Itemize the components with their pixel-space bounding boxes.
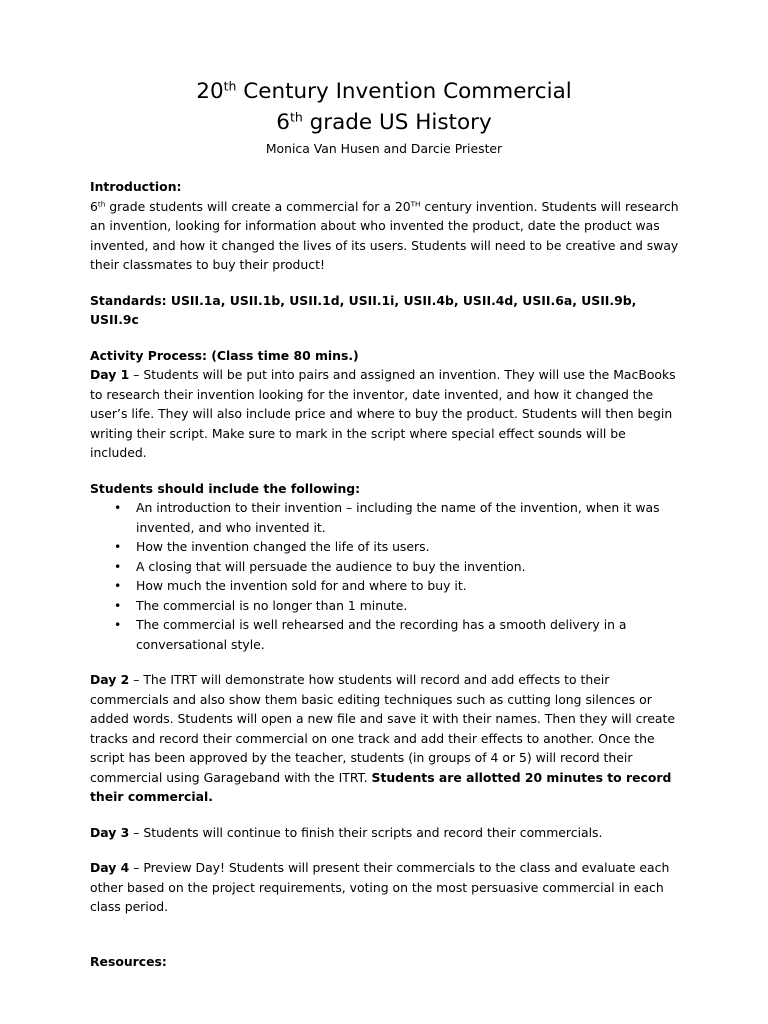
authors-line: Monica Van Husen and Darcie Priester <box>265 141 503 156</box>
day2-text: – The ITRT will demonstrate how students will record and add effects to their commercials and also show them basic editing techniques such as cutting long silences or added words. Students will open a new file and save it with their names. Then they will create tracks and record their commercial on one track and add their effects to another. Once the script has been approved by the teacher, students (in groups of 4 or 5) will record their commercial using Garageband with the ITRT. <box>90 672 675 785</box>
day1-paragraph <box>90 365 680 463</box>
day4-label: Day 4 <box>90 860 130 875</box>
spacer <box>90 654 680 670</box>
list-item-text: The commercial is well rehearsed and the recording has a smooth delivery in a conversational style. <box>136 617 627 652</box>
list-item-text: The commercial is no longer than 1 minute. <box>136 597 408 613</box>
spacer <box>90 330 680 346</box>
list-item <box>90 498 680 537</box>
resources-heading: Resources: <box>90 953 167 969</box>
activity-heading: Activity Process: (Class time 80 mins.) <box>90 347 359 363</box>
intro-grade-number: 6 <box>90 198 98 214</box>
title-line1-number: 20 <box>196 79 224 104</box>
bullet-icon: • <box>114 500 122 515</box>
intro-text-part2: century invention. Students will research an invention, looking for information about who invented the product, date the product was invented, and how it changed the lives of its users. Students will need to be creative and sway their classmates to buy their product! <box>90 198 679 272</box>
title-line1-superscript: th <box>223 78 237 94</box>
spacer <box>90 807 680 823</box>
title-line2-text: grade US History <box>302 110 492 135</box>
day4-paragraph <box>90 858 680 917</box>
list-item <box>90 596 680 616</box>
title-line1-text: Century Invention Commercial <box>236 79 572 104</box>
day3-text: – Students will continue to finish their scripts and record their commercials. <box>129 824 603 840</box>
bullet-icon: • <box>114 558 122 574</box>
bullet-icon: • <box>114 597 122 613</box>
document-subtitle <box>0 109 768 137</box>
day3-paragraph <box>90 823 680 843</box>
day2-bold-text: Students are allotted 20 minutes to record their commercial. <box>90 769 672 804</box>
bullet-icon: • <box>114 539 122 554</box>
document-body <box>90 177 680 971</box>
day1-label: Day 1 <box>90 367 130 382</box>
bullet-icon: • <box>114 617 122 632</box>
introduction-heading: Introduction: <box>90 179 182 194</box>
list-item <box>90 615 680 654</box>
spacer <box>90 917 680 952</box>
include-list <box>90 498 680 654</box>
intro-grade-superscript: th <box>97 199 106 209</box>
include-heading: Students should include the following: <box>90 480 361 496</box>
day4-text: – Preview Day! Students will present their commercials to the class and evaluate each other based on the project requirements, voting on the most persuasive commercial in each class period. <box>90 860 670 914</box>
bullet-icon: • <box>114 578 122 593</box>
list-item-text: How the invention changed the life of its users. <box>136 539 430 554</box>
title-line2-superscript: th <box>289 109 303 125</box>
spacer <box>90 275 680 291</box>
list-item <box>90 537 680 557</box>
list-item-text: An introduction to their invention – including the name of the invention, when it was invented, and who invented it. <box>136 500 660 535</box>
day3-label: Day 3 <box>90 824 130 840</box>
document-title <box>0 78 768 106</box>
standards-line: Standards: USII.1a, USII.1b, USII.1d, USII.1i, USII.4b, USII.4d, USII.6a, USII.9b, USII.9c <box>90 292 637 327</box>
introduction-paragraph <box>90 197 680 275</box>
day1-text: – Students will be put into pairs and assigned an invention. They will use the MacBooks to research their invention looking for the inventor, date invented, and how it changed the user’s life. They will also include price and where to buy the product. Students will then begin writing their script. Make sure to mark in the script where special effect sounds will be included. <box>90 367 676 460</box>
list-item-text: A closing that will persuade the audience to buy the invention. <box>136 558 526 574</box>
list-item <box>90 557 680 577</box>
list-item <box>90 576 680 596</box>
intro-century-superscript: TH <box>410 199 421 209</box>
day2-paragraph <box>90 670 680 807</box>
day2-label: Day 2 <box>90 672 130 687</box>
spacer <box>90 463 680 479</box>
spacer <box>90 842 680 858</box>
intro-text-part1: grade students will create a commercial for a 20 <box>105 198 411 214</box>
list-item-text: How much the invention sold for and where to buy it. <box>136 578 467 593</box>
title-line2-number: 6 <box>276 110 290 135</box>
